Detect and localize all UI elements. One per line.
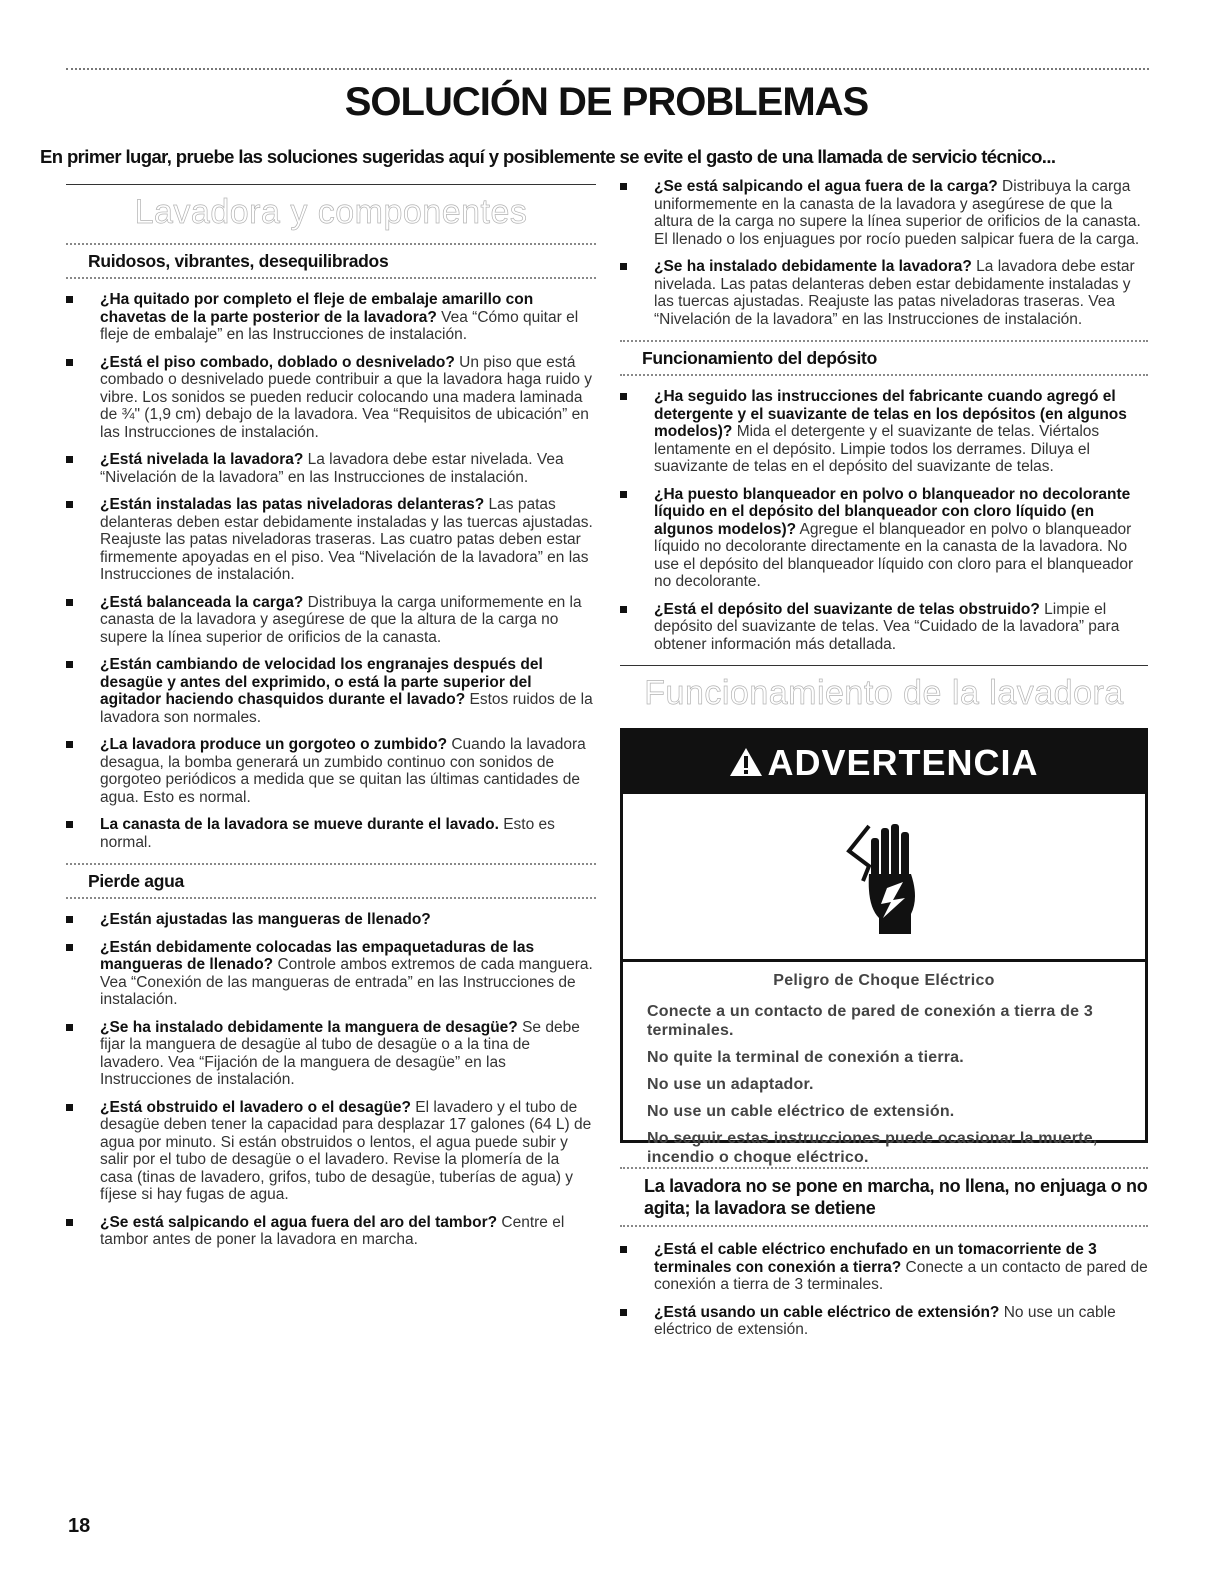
list-item	[620, 601, 1148, 654]
list-item	[66, 496, 596, 584]
answer: La lavadora debe estar nivelada. Vea “Nivelación de la lavadora” en las Instrucciones de instalación.	[100, 451, 564, 486]
answer: Se debe fijar la manguera de desagüe al tubo de desagüe o a la tina de lavadero. Vea “Fijación de la manguera de desagüe” en las Instrucciones de instalación.	[100, 1018, 580, 1088]
answer: Cuando la lavadora desagua, la bomba generará un zumbido continuo con sonidos de gorgoteo periódicos a medida que se quitan las últimas cantidades de agua. Esto es normal.	[100, 736, 586, 806]
page-number: 18	[68, 1515, 91, 1537]
warning-heading: Peligro de Choque Eléctrico	[773, 972, 995, 989]
answer: Esto es normal.	[100, 816, 555, 851]
list-item	[620, 486, 1148, 591]
answer: No use un cable eléctrico de extensión.	[654, 1303, 1116, 1338]
list-item	[620, 178, 1148, 248]
answer: Mida el detergente y el suavizante de telas. Viértalos lentamente en el depósito. Limpie todos los derrames. Diluya el suavizante de telas en el depósito del suavizante de telas.	[654, 423, 1100, 475]
question: ¿Ha seguido las instrucciones del fabricante cuando agregó el detergente y el suavizante de telas en los depósitos (en algunos modelos)?	[654, 388, 1127, 440]
subsection-heading: Pierde agua	[88, 871, 184, 891]
subsection-header-dispenser	[620, 340, 1148, 376]
answer: Un piso que está combado o desnivelado puede contribuir a que la lavadora haga ruido y vibre. Los sonidos se pueden reducir colocando una madera laminada de ¾" (1,9 cm) debajo de la lavadora. Vea “Requisitos de ubicación” en las Instrucciones de instalación.	[100, 353, 593, 441]
dispenser-item-list	[620, 388, 1148, 653]
list-item	[620, 1241, 1148, 1294]
subsection-heading: Ruidosos, vibrantes, desequilibrados	[88, 251, 389, 271]
question: ¿Están debidamente colocadas las empaquetaduras de las mangueras de llenado?	[100, 938, 535, 973]
answer: Centre el tambor antes de poner la lavadora en marcha.	[100, 1213, 565, 1248]
list-item	[66, 451, 596, 486]
hazard-symbol-box	[623, 794, 1145, 962]
subsection-heading: Funcionamiento del depósito	[642, 348, 877, 368]
list-item	[66, 354, 596, 442]
electric-shock-hand-icon	[839, 806, 929, 946]
answer: Agregue el blanqueador en polvo o blanqueador líquido no decolorante directamente en la canasta de la lavadora. No use el depósito del blanqueador líquido con cloro para el blanqueador no decolorante.	[654, 520, 1134, 590]
list-item	[66, 1099, 596, 1204]
list-item	[66, 939, 596, 1009]
list-item	[66, 1214, 596, 1249]
warning-line: Conecte a un contacto de pared de conexión a tierra de 3 terminales.	[647, 1003, 1093, 1039]
section-title-washer-components: Lavadora y componentes	[134, 193, 528, 231]
question: ¿Se está salpicando el agua fuera del aro del tambor?	[100, 1213, 498, 1231]
warning-triangle-icon	[729, 747, 763, 777]
answer: Vea “Cómo quitar el fleje de embalaje” en las Instrucciones de instalación.	[100, 308, 579, 343]
warning-banner	[623, 731, 1145, 794]
warning-line: No use un cable eléctrico de extensión.	[647, 1103, 955, 1120]
question: ¿Está obstruido el lavadero o el desagüe?	[100, 1098, 411, 1116]
page-subtitle: En primer lugar, pruebe las soluciones sugeridas aquí y posiblemente se evite el gasto de una llamada de servicio técnico...	[40, 146, 1056, 167]
question: ¿Ha puesto blanqueador en polvo o blanqueador no decolorante líquido en el depósito del blanqueador con cloro líquido (en algunos modelos)?	[654, 485, 1131, 538]
question: ¿Está usando un cable eléctrico de extensión?	[654, 1303, 1000, 1321]
question: ¿Están instaladas las patas niveladoras delanteras?	[100, 496, 485, 513]
answer: Distribuya la carga uniformemente en la canasta de la lavadora y asegúrese de que la altura de la carga no supere la línea superior de orificios de la canasta.	[100, 593, 582, 646]
leak-continued-list	[620, 178, 1148, 328]
left-column	[66, 180, 596, 1261]
question: ¿Ha quitado por completo el fleje de embalaje amarillo con chavetas de la parte posterior de la lavadora?	[100, 291, 534, 326]
section-title-washer-operation: Funcionamiento de la lavadora	[644, 674, 1124, 712]
warning-line: No use un adaptador.	[647, 1076, 814, 1093]
noisy-item-list	[66, 291, 596, 851]
answer: La lavadora debe estar nivelada. Las patas delanteras deben estar debidamente instaladas y las tuercas ajustadas. Reajuste las patas niveladoras traseras. Vea “Nivelación de la lavadora” en las Instrucciones de instalación.	[654, 258, 1135, 328]
warning-label: ADVERTENCIA	[767, 742, 1039, 783]
question: ¿Están ajustadas las mangueras de llenado?	[100, 911, 431, 928]
answer: El lavadero y el tubo de desagüe deben tener la capacidad para desplazar 17 galones (64 L) de agua por minuto. Si están obstruidos o lentos, el agua puede subir y salir por el tubo de desagüe o el lavadero. Revise la plomería de la casa (tinas de lavadero, grifos, tubo de desagüe, tuberías de agua) y fíjese si hay fugas de agua.	[100, 1098, 592, 1203]
list-item	[620, 258, 1148, 328]
warning-body	[623, 962, 1145, 1167]
leak-item-list	[66, 911, 596, 1249]
question: ¿Se está salpicando el agua fuera de la carga?	[654, 178, 998, 195]
list-item	[620, 388, 1148, 476]
warning-box	[620, 728, 1148, 1166]
warning-line: No seguir estas instrucciones puede ocasionar la muerte, incendio o choque eléctrico.	[647, 1130, 1098, 1166]
list-item	[66, 736, 596, 806]
subsection-heading: La lavadora no se pone en marcha, no llena, no enjuaga o no agita; la lavadora se detiene	[644, 1176, 1148, 1218]
answer: Estos ruidos de la lavadora son normales.	[100, 691, 593, 726]
question: ¿Están cambiando de velocidad los engranajes después del desagüe y antes del exprimido, o está la parte superior del agitador haciendo chasquidos durante el lavado?	[100, 656, 543, 708]
question: La canasta de la lavadora se mueve durante el lavado.	[100, 816, 499, 833]
answer: Las patas delanteras deben estar debidamente instaladas y las tuercas ajustadas. Reajuste las patas niveladoras traseras. Las cuatro patas deben estar firmemente apoyadas en el piso. Vea “Nivelación de la lavadora” en las Instrucciones de instalación.	[100, 496, 593, 583]
answer: Limpie el depósito del suavizante de telas. Vea “Cuidado de la lavadora” para obtener información más detallada.	[654, 600, 1120, 653]
not-start-item-list	[620, 1241, 1148, 1339]
subsection-header-noisy	[66, 243, 596, 279]
list-item	[66, 656, 596, 726]
question: ¿Está el cable eléctrico enchufado en un tomacorriente de 3 terminales con conexión a tierra?	[654, 1241, 1097, 1276]
list-item	[66, 911, 596, 929]
subsection-header-not-start	[620, 1167, 1148, 1227]
list-item	[66, 594, 596, 647]
list-item	[66, 291, 596, 344]
question: ¿Está nivelada la lavadora?	[100, 451, 304, 468]
question: ¿Se ha instalado debidamente la lavadora?	[654, 258, 972, 275]
top-dotted-rule	[66, 68, 1149, 70]
right-column	[620, 178, 1148, 1351]
list-item	[620, 1304, 1148, 1339]
page-title: SOLUCIÓN DE PROBLEMAS	[344, 80, 869, 124]
question: ¿Está balanceada la carga?	[100, 593, 304, 611]
question: ¿Está el piso combado, doblado o desnivelado?	[100, 353, 455, 371]
section-rule	[620, 665, 1148, 666]
question: ¿Está el depósito del suavizante de telas obstruido?	[654, 600, 1040, 618]
list-item	[66, 816, 596, 851]
warning-line: No quite la terminal de conexión a tierra.	[647, 1049, 964, 1066]
answer: Controle ambos extremos de cada manguera. Vea “Conexión de las mangueras de entrada” en las Instrucciones de instalación.	[100, 956, 593, 1008]
question: ¿Se ha instalado debidamente la manguera de desagüe?	[100, 1018, 518, 1036]
answer: Conecte a un contacto de pared de conexión a tierra de 3 terminales.	[654, 1258, 1148, 1293]
list-item	[66, 1019, 596, 1089]
question: ¿La lavadora produce un gorgoteo o zumbido?	[100, 736, 448, 753]
section-rule	[66, 184, 596, 185]
answer: Distribuya la carga uniformemente en la canasta de la lavadora y asegúrese de que la altura de la carga no supere la línea superior de orificios de la canasta. El llenado o los enjuagues por rocío pueden salpicar fuera de la carga.	[654, 178, 1141, 248]
subsection-header-leak	[66, 863, 596, 899]
